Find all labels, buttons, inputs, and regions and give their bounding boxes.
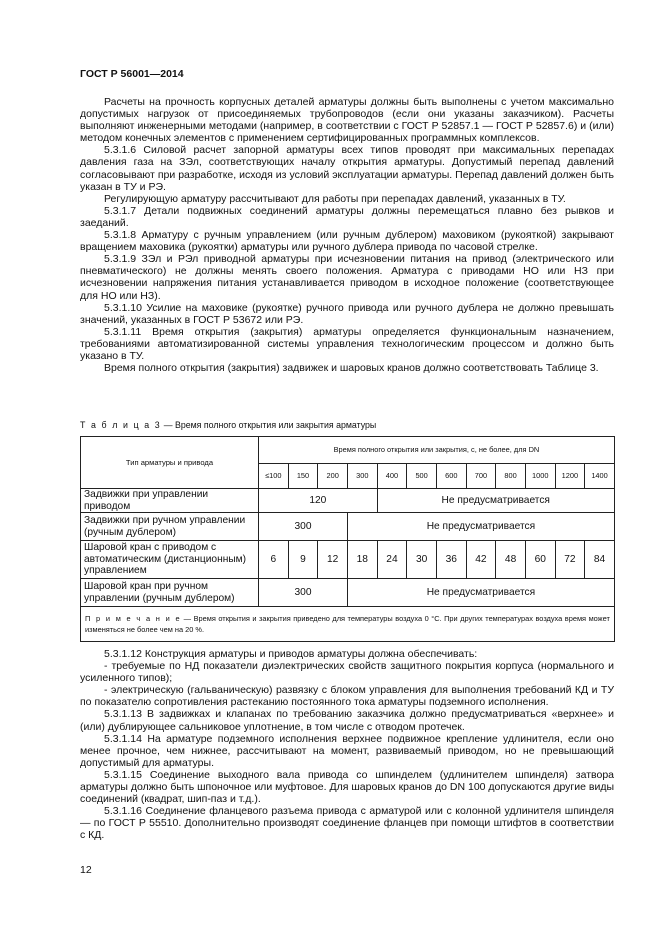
paragraph: - электрическую (гальваническую) развязку с блоком управления для выполнения требований КД и ТУ по показателю сопротивления растеканию постоянного тока арматуры подземного исполнения. bbox=[80, 684, 614, 709]
dn-header: 700 bbox=[466, 464, 496, 489]
paragraph: - требуемые по НД показатели диэлектрических свойств защитного покрытия корпуса (нормального и усиленного типов); bbox=[80, 660, 614, 685]
note-text: — Время открытия и закрытия приведено для температуры воздуха 0 °С. При других температурах воздуха время может изменяться не более чем на 20 %. bbox=[85, 614, 610, 634]
dn-header: 1400 bbox=[585, 464, 615, 489]
body-text-bottom bbox=[80, 648, 614, 842]
paragraph: 5.3.1.7 Детали подвижных соединений арматуры должны перемещаться плавно без рывков и заеданий. bbox=[80, 204, 614, 229]
row-label: Задвижки при управлении приводом bbox=[81, 489, 259, 513]
row-cell: 42 bbox=[466, 541, 496, 579]
paragraph: Расчеты на прочность корпусных деталей арматуры должны быть выполнены с учетом максимально допустимых нагрузок от присоединяемых трубопроводов (если они указаны заказчиком). Расчеты выполняют инженерными методами (например, в соответствии с ГОСТ Р 52857.1 — ГОСТ Р 52857.6) и (или) методом конечных элементов с применением сертифицированных программных комплексов. bbox=[80, 96, 614, 145]
time-header: Время полного открытия или закрытия, с, не более, для DN bbox=[259, 437, 615, 464]
row-rest: Не предусматривается bbox=[347, 513, 614, 541]
paragraph: 5.3.1.13 В задвижках и клапанах по требованию заказчика должно предусматриваться «верхнее» и (или) дублирующее сальниковое уплотнение, в том числе с отводом протечек. bbox=[80, 708, 614, 733]
col-type-header: Тип арматуры и привода bbox=[81, 437, 259, 489]
paragraph: 5.3.1.9 ЗЭл и РЭл приводной арматуры при исчезновении питания на привод (электрического или пневматического) не должны менять своего положения. Арматура с приводами НО или НЗ при исчезновении напряжения питания устанавливается приводом в исходное положение (соответствующее для НО или НЗ). bbox=[80, 253, 614, 302]
table-caption bbox=[80, 420, 376, 430]
paragraph: 5.3.1.16 Соединение фланцевого разъема привода с арматурой или с колонной удлинителя шпинделя — по ГОСТ Р 55510. Дополнительно производят соединение фланцев при помощи штифтов в соответствии с КД. bbox=[80, 805, 614, 842]
row-value: 300 bbox=[259, 513, 348, 541]
dn-header: 500 bbox=[407, 464, 437, 489]
row-cell: 48 bbox=[496, 541, 526, 579]
row-value: 120 bbox=[259, 489, 378, 513]
time-table bbox=[80, 436, 615, 642]
row-rest: Не предусматривается bbox=[347, 579, 614, 607]
paragraph: 5.3.1.11 Время открытия (закрытия) арматуры определяется функциональным назначением, требованиями автоматизированной системы управления технологическим процессом и должно быть указано в ТУ. bbox=[80, 325, 614, 362]
row-label: Задвижки при ручном управлении (ручным дублером) bbox=[81, 513, 259, 541]
dn-header: 1200 bbox=[555, 464, 585, 489]
paragraph: Время полного открытия (закрытия) задвижек и шаровых кранов должно соответствовать Таблице 3. bbox=[104, 362, 599, 375]
table-caption-label: Т а б л и ц а 3 bbox=[80, 420, 162, 430]
row-cell: 9 bbox=[288, 541, 318, 579]
row-cell: 36 bbox=[436, 541, 466, 579]
dn-header: 150 bbox=[288, 464, 318, 489]
paragraph: 5.3.1.12 Конструкция арматуры и приводов арматуры должна обеспечивать: bbox=[104, 648, 478, 660]
paragraph: Регулирующую арматуру рассчитывают для работы при перепадах давлений, указанных в ТУ. bbox=[104, 192, 566, 205]
table-note bbox=[81, 607, 615, 642]
dn-header: 300 bbox=[347, 464, 377, 489]
table-row bbox=[81, 579, 615, 607]
dn-header: 400 bbox=[377, 464, 407, 489]
dn-header: 600 bbox=[436, 464, 466, 489]
dn-header: 200 bbox=[318, 464, 348, 489]
paragraph: 5.3.1.6 Силовой расчет запорной арматуры всех типов проводят при максимальных перепадах давления газа на ЗЭл, соответствующих началу открытия арматуры. Допустимый перепад давлений согласовывают при разработке, исходя из условий эксплуатации арматуры. Перепад давлений должен быть указан в ТУ и РЭ. bbox=[80, 144, 614, 193]
paragraph: 5.3.1.14 На арматуре подземного исполнения верхнее подвижное крепление удлинителя, если оно менее прочное, чем нижнее, рассчитывают на момент, развиваемый приводом, но не превышающий допустимый для арматуры. bbox=[80, 732, 614, 769]
row-cell: 18 bbox=[347, 541, 377, 579]
dn-header: 800 bbox=[496, 464, 526, 489]
page-number: 12 bbox=[80, 864, 92, 876]
table-row bbox=[81, 513, 615, 541]
row-cell: 12 bbox=[318, 541, 348, 579]
table-row bbox=[81, 541, 615, 579]
document-header: ГОСТ Р 56001—2014 bbox=[80, 68, 184, 80]
paragraph: 5.3.1.8 Арматуру с ручным управлением (или ручным дублером) маховиком (рукояткой) закрывают вращением маховика (рукоятки) арматуры или ручного дублера привода по часовой стрелке. bbox=[80, 229, 614, 254]
paragraph: 5.3.1.15 Соединение выходного вала привода со шпинделем (удлинителем шпинделя) затвора арматуры должно быть шпоночное или муфтовое. Для шаровых кранов до DN 100 допускаются другие виды соединений (квадрат, шип-паз и т.д.). bbox=[80, 768, 614, 806]
body-text-top bbox=[80, 96, 614, 374]
row-cell: 24 bbox=[377, 541, 407, 579]
table-row bbox=[81, 489, 615, 513]
row-cell: 72 bbox=[555, 541, 585, 579]
dn-header: 1000 bbox=[525, 464, 555, 489]
row-label: Шаровой кран при ручном управлении (ручным дублером) bbox=[81, 579, 259, 607]
row-rest: Не предусматривается bbox=[377, 489, 614, 513]
row-cell: 30 bbox=[407, 541, 437, 579]
row-label: Шаровой кран с приводом с автоматическим (дистанционным) управлением bbox=[81, 541, 259, 579]
table-note-row bbox=[81, 607, 615, 642]
paragraph: 5.3.1.10 Усилие на маховике (рукоятке) ручного привода или ручного дублера не должно превышать значений, указанных в ГОСТ Р 53672 или РЭ. bbox=[80, 301, 614, 326]
row-cell: 6 bbox=[259, 541, 289, 579]
table-caption-text: — Время полного открытия или закрытия арматуры bbox=[161, 420, 377, 430]
row-cell: 60 bbox=[525, 541, 555, 579]
row-value: 300 bbox=[259, 579, 348, 607]
note-label: П р и м е ч а н и е bbox=[85, 614, 182, 623]
row-cell: 84 bbox=[585, 541, 615, 579]
dn-header: ≤100 bbox=[259, 464, 289, 489]
